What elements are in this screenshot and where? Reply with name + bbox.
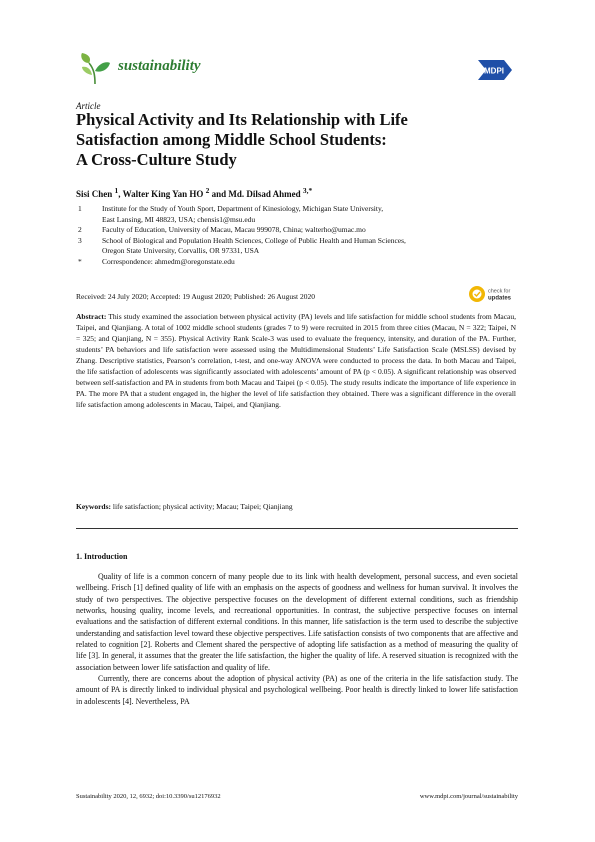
footer-url[interactable]: www.mdpi.com/journal/sustainability [419, 793, 518, 800]
keywords [76, 502, 516, 511]
affiliations [76, 204, 516, 267]
affiliation-item [76, 225, 516, 236]
body-paragraph: Currently, there are concerns about the adoption of physical activity (PA) as one of the criteria in the life satisfaction study. The amount of PA is directly linked to individual physical and psychological wellbeing. Poor health is directly linked to lower life satisfaction in adolescents [4]. Nevertheless, PA [76, 674, 518, 706]
mdpi-logo-text: MDPI [484, 66, 504, 76]
author-list: Sisi Chen $^1$, Walter King Yan HO $^2$ and Md. Dilsad Ahmed $^{3,*}$ [76, 186, 313, 199]
author-name[interactable]: Md. Dilsad Ahmed [228, 189, 301, 199]
journal-leaf-logo [79, 51, 111, 85]
affiliation-mark: * [78, 256, 82, 266]
author-affil-mark: 2 [205, 186, 210, 195]
affiliation-line: Institute for the Study of Youth Sport, Department of Kinesiology, Michigan State University, [102, 204, 384, 213]
title-line: Physical Activity and Its Relationship with Life [76, 110, 408, 129]
affiliation-line: School of Biological and Population Health Sciences, College of Public Health and Human Sciences, [102, 235, 406, 245]
correspondence-line[interactable]: Correspondence: ahmedm@oregonstate.edu [102, 256, 235, 266]
affiliation-line: Oregon State University, Corvallis, OR 97331, USA [102, 246, 260, 255]
author-name[interactable]: Walter King Yan HO [122, 189, 204, 199]
affiliation-item [76, 204, 516, 225]
check-for-updates-badge[interactable] [468, 284, 514, 304]
body-paragraph: Quality of life is a common concern of many people due to its link with health development, personal success, and even societal wellbeing. Frisch [1] defined quality of life with an emphasis on the aspects of goodness and wellness for human survival. It involves the study of two perspectives. The objective perspective focuses on the development of different external conditions, such as friendship networks, housing quality, income levels, and recreational opportunities. In contrast, the subjective perspective focuses on internal evaluations and the satisfaction of different external conditions. In this manner, life satisfaction is the term used to describe the subjective understanding and satisfaction level toward these objective perspectives. Life satisfaction consists of two components that are affective and related to cognition [2]. Roberts and Clement shared the perspective of adopting life satisfaction as a method of measuring the quality of life [3]. In general, it assumes that the greater the life satisfaction, the higher the quality of life. A reserved situation is recognized with the association between lower life satisfaction and quality of life. [76, 572, 518, 672]
affiliation-line: Faculty of Education, University of Macau, Macau 999078, China; walterho@umac.mo [102, 225, 366, 234]
affiliation-line: East Lansing, MI 48823, USA; chensis1@msu.edu [102, 214, 256, 224]
affiliation-mark: 2 [78, 225, 82, 234]
body-text [76, 571, 518, 707]
abstract-text: This study examined the association between physical activity (PA) levels and life satisfaction for middle school students from Macau, Taipei, and Qianjiang. A total of 1002 middle school students (grades 7 to 9) were recruited in 2015 from three cities (Macau, N = 322; Taipei, N = 325; and Qianjiang, N = 355). Physical Activity Rank Scale-3 was used to evaluate the frequency, intensity, and duration of the PA. Further, students’ PA behaviors and life satisfaction were assessed using the Multidimensional Students’ Life Satisfaction Scale (MSLSS) devised by Zhang. Descriptive statistics, Pearson’s correlation, t-test, and one-way ANOVA were conducted to process the data. In both Macau and Taipei, the life satisfaction of adolescents was significantly associated with adolescents’ amount of PA (p < 0.05). A significant relationship was observed between self-satisfaction and PA in students from both Macau and Taipei (p < 0.05). The study results indicate the importance of life experience in PA. The more PA that a student engaged in, the higher the level of life satisfaction they obtained. There was a significant difference in the overall life satisfaction among adolescents in Macau, Taipei, and Qianjiang. [76, 312, 516, 409]
author-affil-mark: 3,* [302, 186, 313, 195]
keywords-text: life satisfaction; physical activity; Macau; Taipei; Qianjiang [112, 502, 293, 511]
section-heading: 1. Introduction [76, 552, 128, 561]
keywords-label: Keywords: [76, 502, 111, 511]
badge-line-1: check for [488, 288, 511, 295]
abstract [76, 311, 516, 410]
paper-title [76, 110, 516, 170]
section-divider [76, 528, 518, 529]
journal-name: sustainability [118, 58, 201, 74]
publication-dates: Received: 24 July 2020; Accepted: 19 August 2020; Published: 26 August 2020 [76, 292, 315, 301]
mdpi-logo[interactable] [474, 58, 516, 82]
abstract-label: Abstract: [76, 312, 107, 321]
badge-line-2: updates [488, 295, 512, 302]
title-line: A Cross-Culture Study [76, 150, 237, 169]
title-line: Satisfaction among Middle School Students: [76, 130, 387, 149]
affiliation-mark: 1 [78, 204, 82, 213]
footer-citation: Sustainability 2020, 12, 6932; doi:10.3390/su12176932 [76, 793, 221, 800]
affiliation-item [76, 257, 516, 268]
author-name[interactable]: Sisi Chen [76, 189, 113, 199]
affiliation-mark: 3 [78, 235, 82, 245]
author-affil-mark: 1 [114, 186, 119, 195]
affiliation-item [76, 236, 516, 257]
article-type: Article [76, 101, 101, 111]
